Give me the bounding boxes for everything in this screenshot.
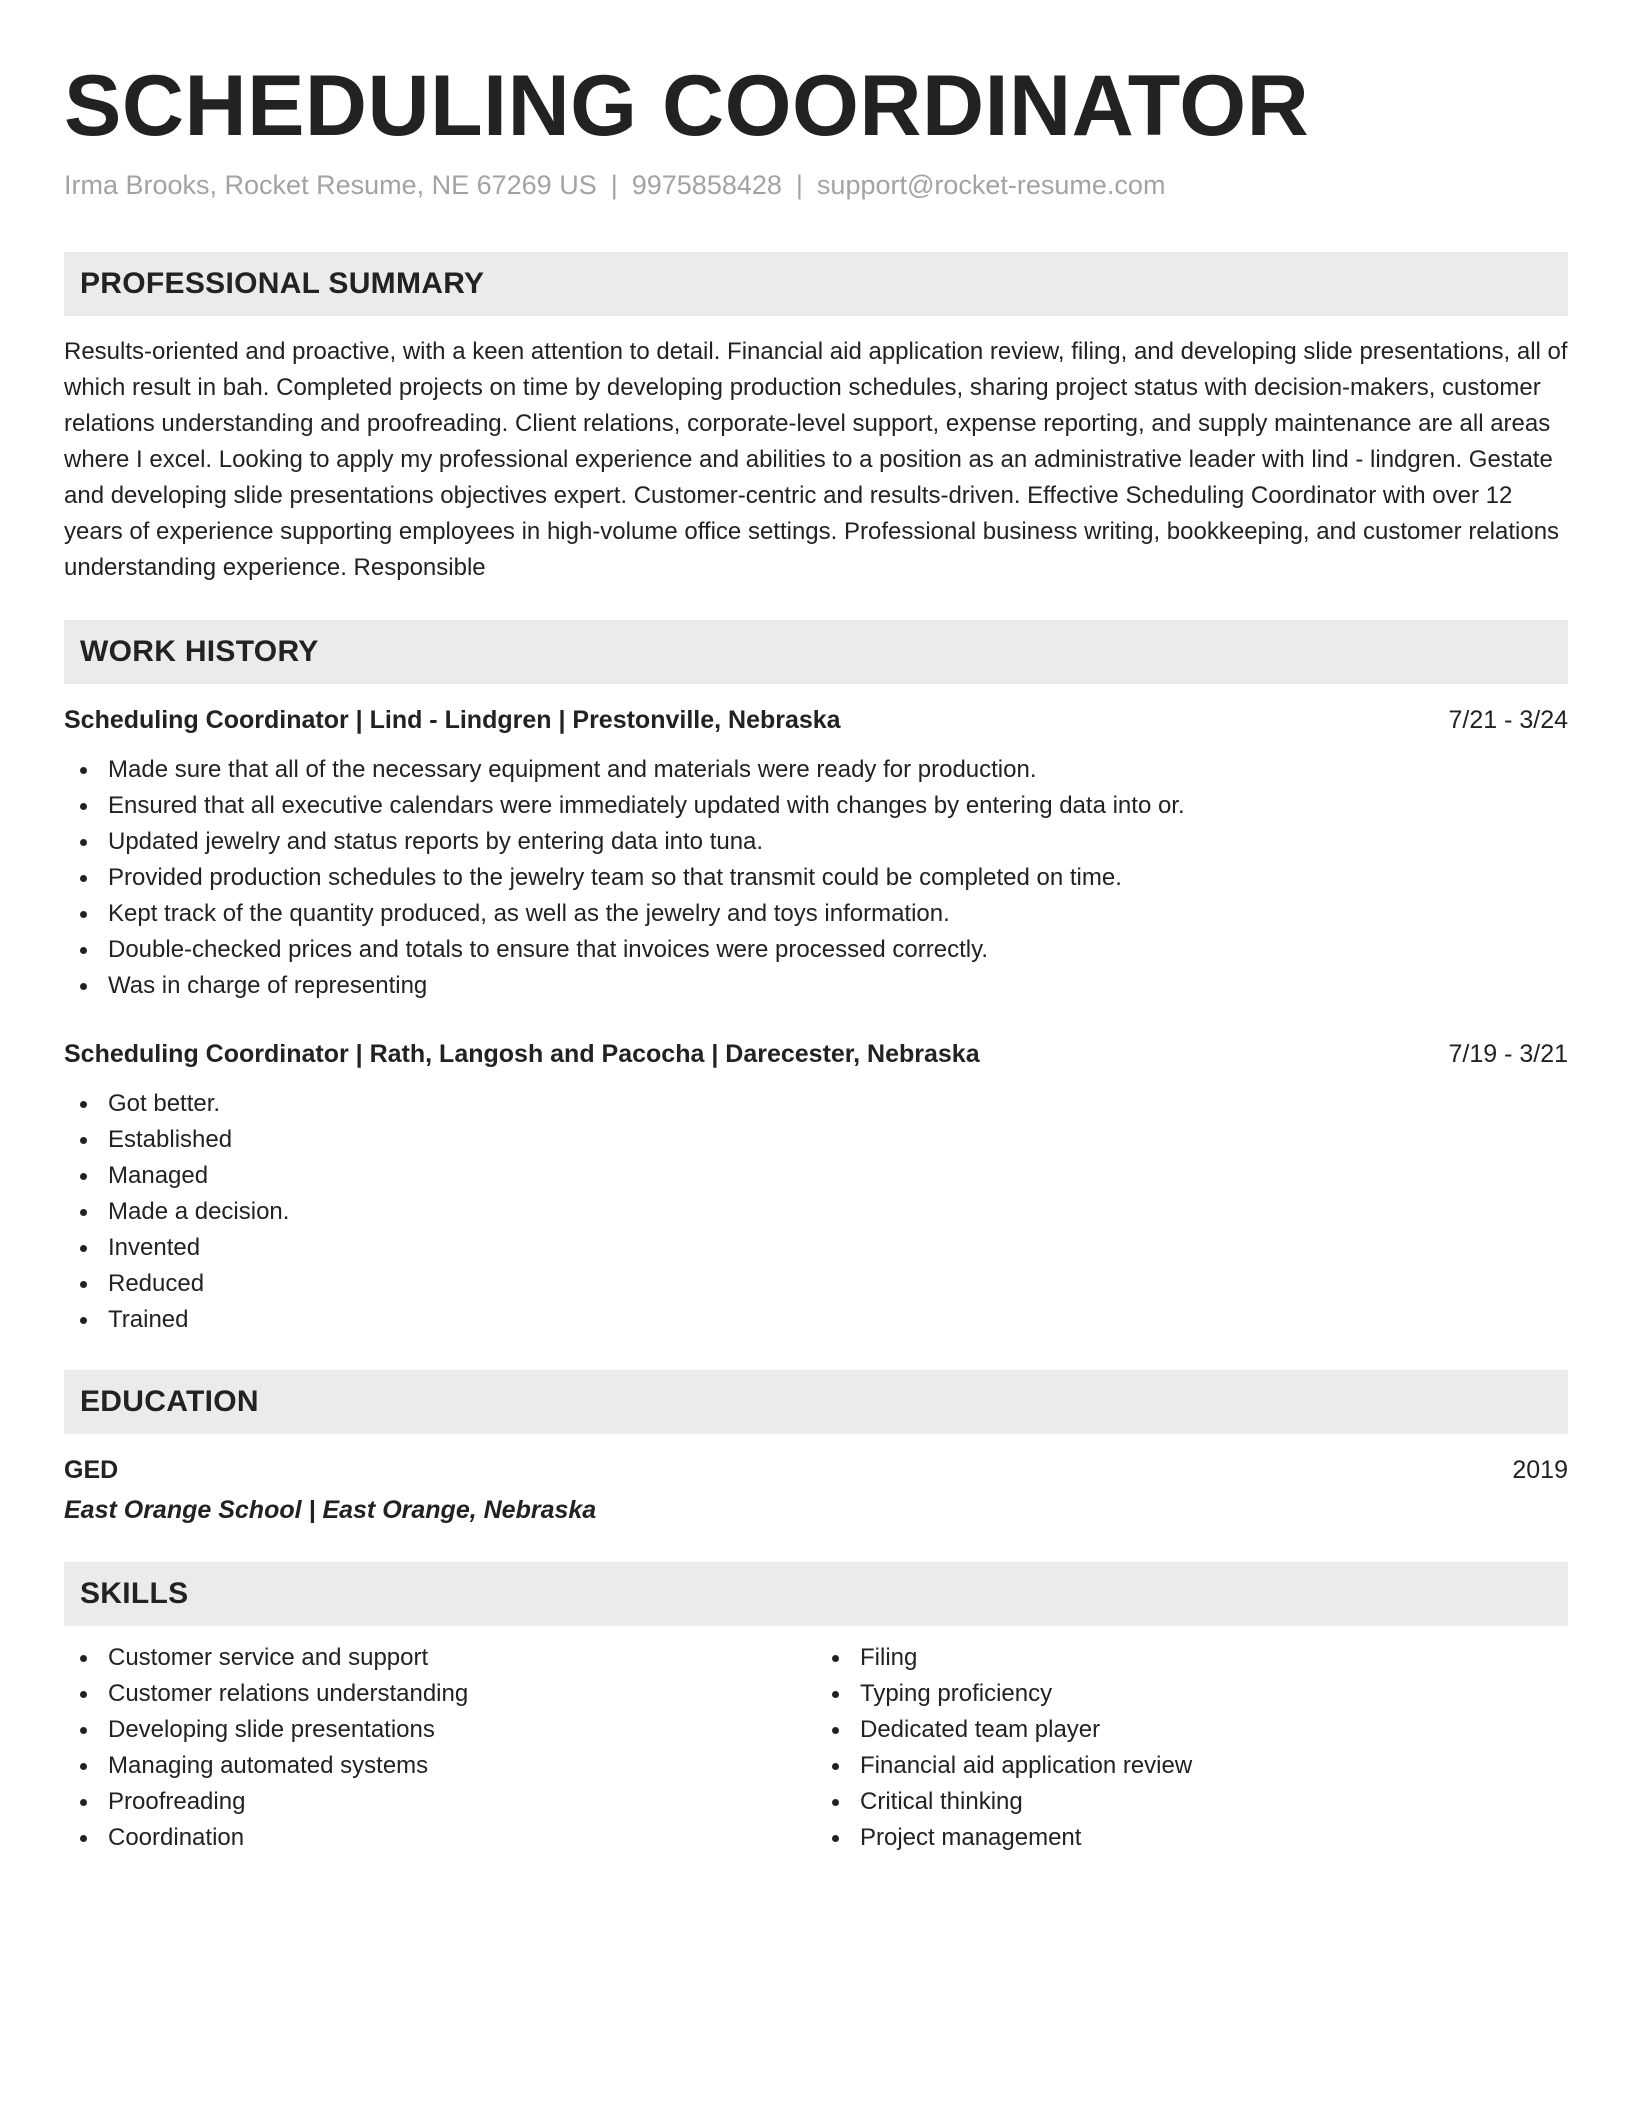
job-entry	[64, 1036, 1568, 1338]
skill-item: Typing proficiency	[816, 1676, 1568, 1712]
skill-item: Coordination	[64, 1820, 816, 1856]
job-bullet: Got better.	[64, 1086, 1568, 1122]
skills-column-right	[816, 1640, 1568, 1856]
job-bullet: Kept track of the quantity produced, as well as the jewelry and toys information.	[64, 896, 1568, 932]
job-bullet: Made sure that all of the necessary equipment and materials were ready for production.	[64, 752, 1568, 788]
education-school: East Orange School | East Orange, Nebraska	[64, 1496, 597, 1524]
skill-item: Financial aid application review	[816, 1748, 1568, 1784]
skill-item: Filing	[816, 1640, 1568, 1676]
job-bullet: Was in charge of representing	[64, 968, 1568, 1004]
summary-heading: PROFESSIONAL SUMMARY	[64, 252, 1568, 316]
job-bullet: Invented	[64, 1230, 1568, 1266]
skill-item: Proofreading	[64, 1784, 816, 1820]
job-bullet: Provided production schedules to the jewelry team so that transmit could be completed on time.	[64, 860, 1568, 896]
contact-email: support@rocket-resume.com	[816, 170, 1166, 200]
skill-item: Developing slide presentations	[64, 1712, 816, 1748]
job-bullets	[64, 752, 1568, 1004]
contact-separator: |	[795, 170, 803, 200]
education-entry	[64, 1452, 1568, 1488]
skills-column-left	[64, 1640, 816, 1856]
skill-item: Customer service and support	[64, 1640, 816, 1676]
skill-item: Managing automated systems	[64, 1748, 816, 1784]
summary-text: Results-oriented and proactive, with a keen attention to detail. Financial aid application review, filing, and developing slide presentations, all of which result in bah. Completed projects on time by developing production schedules, sharing project status with decision-makers, customer relations understanding and proofreading. Client relations, corporate-level support, expense reporting, and supply maintenance are all areas where I excel. Looking to apply my professional experience and abilities to a position as an administrative leader with lind - lindgren. Gestate and developing slide presentations objectives expert. Customer-centric and results-driven. Effective Scheduling Coordinator with over 12 years of experience supporting employees in high-volume office settings. Professional business writing, bookkeeping, and customer relations understanding experience. Responsible	[64, 338, 1568, 581]
education-year: 2019	[1512, 1456, 1568, 1484]
job-bullet: Double-checked prices and totals to ensure that invoices were processed correctly.	[64, 932, 1568, 968]
job-entry	[64, 702, 1568, 1004]
contact-separator: |	[610, 170, 618, 200]
job-header	[64, 1036, 1568, 1072]
skills-heading: SKILLS	[64, 1562, 1568, 1626]
resume-name: SCHEDULING COORDINATOR	[64, 58, 1310, 154]
job-bullet: Reduced	[64, 1266, 1568, 1302]
skill-item: Dedicated team player	[816, 1712, 1568, 1748]
skills-grid	[64, 1640, 1568, 1856]
job-bullet: Updated jewelry and status reports by entering data into tuna.	[64, 824, 1568, 860]
job-title: Scheduling Coordinator | Rath, Langosh and Pacocha | Darecester, Nebraska	[64, 1040, 980, 1068]
skill-item: Project management	[816, 1820, 1568, 1856]
job-bullet: Established	[64, 1122, 1568, 1158]
skill-item: Customer relations understanding	[64, 1676, 816, 1712]
work-history-heading: WORK HISTORY	[64, 620, 1568, 684]
contact-address: Irma Brooks, Rocket Resume, NE 67269 US	[64, 170, 597, 200]
job-title: Scheduling Coordinator | Lind - Lindgren | Prestonville, Nebraska	[64, 706, 841, 734]
contact-line	[64, 168, 1568, 202]
skill-item: Critical thinking	[816, 1784, 1568, 1820]
job-bullet: Trained	[64, 1302, 1568, 1338]
job-bullet: Made a decision.	[64, 1194, 1568, 1230]
education-heading: EDUCATION	[64, 1370, 1568, 1434]
contact-phone: 9975858428	[631, 170, 782, 200]
job-bullets	[64, 1086, 1568, 1338]
job-dates: 7/21 - 3/24	[1448, 706, 1568, 734]
job-header	[64, 702, 1568, 738]
education-degree: GED	[64, 1456, 119, 1484]
job-dates: 7/19 - 3/21	[1448, 1040, 1568, 1068]
job-bullet: Ensured that all executive calendars were immediately updated with changes by entering data into or.	[64, 788, 1568, 824]
job-bullet: Managed	[64, 1158, 1568, 1194]
